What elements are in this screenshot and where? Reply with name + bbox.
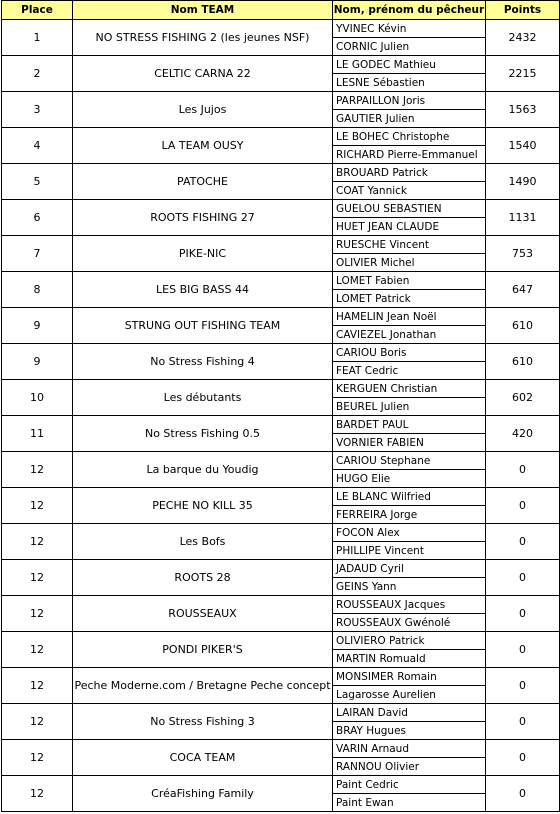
place-cell: 12 [2, 488, 73, 524]
points-cell: 0 [486, 488, 560, 524]
member-name-cell: HUGO Elie [333, 470, 486, 488]
member-name-cell: MONSIMER Romain [333, 668, 486, 686]
points-cell: 0 [486, 560, 560, 596]
table-row [2, 740, 560, 758]
member-name-cell: FEAT Cedric [333, 362, 486, 380]
team-name-cell: CELTIC CARNA 22 [73, 56, 333, 92]
member-name-cell: YVINEC Kévin [333, 20, 486, 38]
team-name-cell: No Stress Fishing 3 [73, 704, 333, 740]
member-name-cell: PARPAILLON Joris [333, 92, 486, 110]
member-name-cell: GEINS Yann [333, 578, 486, 596]
points-cell: 1490 [486, 164, 560, 200]
header-points: Points [486, 1, 560, 20]
team-name-cell: PIKE-NIC [73, 236, 333, 272]
member-name-cell: HUET JEAN CLAUDE [333, 218, 486, 236]
member-name-cell: LOMET Patrick [333, 290, 486, 308]
header-name: Nom, prénom du pêcheur [333, 1, 486, 20]
table-row [2, 632, 560, 650]
place-cell: 12 [2, 704, 73, 740]
points-cell: 1540 [486, 128, 560, 164]
points-cell: 2432 [486, 20, 560, 56]
points-cell: 420 [486, 416, 560, 452]
points-cell: 753 [486, 236, 560, 272]
member-name-cell: BARDET PAUL [333, 416, 486, 434]
place-cell: 9 [2, 308, 73, 344]
team-name-cell: No Stress Fishing 4 [73, 344, 333, 380]
points-cell: 0 [486, 704, 560, 740]
points-cell: 647 [486, 272, 560, 308]
member-name-cell: OLIVIERO Patrick [333, 632, 486, 650]
member-name-cell: HAMELIN Jean Noël [333, 308, 486, 326]
table-row [2, 776, 560, 794]
team-name-cell: Les Bofs [73, 524, 333, 560]
table-row [2, 128, 560, 146]
member-name-cell: KERGUEN Christian [333, 380, 486, 398]
points-cell: 1131 [486, 200, 560, 236]
member-name-cell: Paint Ewan [333, 794, 486, 812]
member-name-cell: LE BLANC Wilfried [333, 488, 486, 506]
member-name-cell: Lagarosse Aurelien [333, 686, 486, 704]
points-cell: 0 [486, 524, 560, 560]
table-row [2, 236, 560, 254]
member-name-cell: PHILLIPE Vincent [333, 542, 486, 560]
points-cell: 1563 [486, 92, 560, 128]
team-name-cell: ROOTS FISHING 27 [73, 200, 333, 236]
team-name-cell: NO STRESS FISHING 2 (les jeunes NSF) [73, 20, 333, 56]
place-cell: 12 [2, 560, 73, 596]
place-cell: 12 [2, 632, 73, 668]
table-row [2, 308, 560, 326]
points-cell: 602 [486, 380, 560, 416]
points-cell: 0 [486, 632, 560, 668]
table-row [2, 524, 560, 542]
member-name-cell: FOCON Alex [333, 524, 486, 542]
team-name-cell: No Stress Fishing 0.5 [73, 416, 333, 452]
member-name-cell: BROUARD Patrick [333, 164, 486, 182]
member-name-cell: OLIVIER Michel [333, 254, 486, 272]
place-cell: 3 [2, 92, 73, 128]
member-name-cell: COAT Yannick [333, 182, 486, 200]
team-name-cell: ROOTS 28 [73, 560, 333, 596]
member-name-cell: LE BOHEC Christophe [333, 128, 486, 146]
points-cell: 0 [486, 596, 560, 632]
team-name-cell: LA TEAM OUSY [73, 128, 333, 164]
place-cell: 4 [2, 128, 73, 164]
place-cell: 5 [2, 164, 73, 200]
points-cell: 2215 [486, 56, 560, 92]
member-name-cell: LAIRAN David [333, 704, 486, 722]
member-name-cell: GAUTIER Julien [333, 110, 486, 128]
member-name-cell: FERREIRA Jorge [333, 506, 486, 524]
member-name-cell: RUESCHE Vincent [333, 236, 486, 254]
member-name-cell: CORNIC Julien [333, 38, 486, 56]
table-row [2, 668, 560, 686]
table-row [2, 272, 560, 290]
table-row [2, 20, 560, 38]
table-row [2, 416, 560, 434]
team-name-cell: LES BIG BASS 44 [73, 272, 333, 308]
points-cell: 0 [486, 776, 560, 812]
team-name-cell: PECHE NO KILL 35 [73, 488, 333, 524]
team-name-cell: COCA TEAM [73, 740, 333, 776]
member-name-cell: VARIN Arnaud [333, 740, 486, 758]
member-name-cell: CARIOU Stephane [333, 452, 486, 470]
member-name-cell: VORNIER FABIEN [333, 434, 486, 452]
table-row [2, 596, 560, 614]
points-cell: 610 [486, 344, 560, 380]
header-team: Nom TEAM [73, 1, 333, 20]
points-cell: 0 [486, 452, 560, 488]
place-cell: 1 [2, 20, 73, 56]
points-cell: 0 [486, 668, 560, 704]
member-name-cell: JADAUD Cyril [333, 560, 486, 578]
place-cell: 6 [2, 200, 73, 236]
place-cell: 12 [2, 668, 73, 704]
place-cell: 7 [2, 236, 73, 272]
header-place: Place [2, 1, 73, 20]
member-name-cell: LE GODEC Mathieu [333, 56, 486, 74]
member-name-cell: LESNE Sébastien [333, 74, 486, 92]
member-name-cell: BRAY Hugues [333, 722, 486, 740]
place-cell: 12 [2, 596, 73, 632]
member-name-cell: RANNOU Olivier [333, 758, 486, 776]
member-name-cell: CAVIEZEL Jonathan [333, 326, 486, 344]
ranking-body [2, 20, 560, 812]
team-name-cell: Les débutants [73, 380, 333, 416]
place-cell: 12 [2, 524, 73, 560]
team-name-cell: CréaFishing Family [73, 776, 333, 812]
table-row [2, 488, 560, 506]
member-name-cell: RICHARD Pierre-Emmanuel [333, 146, 486, 164]
team-name-cell: La barque du Youdig [73, 452, 333, 488]
team-name-cell: ROUSSEAUX [73, 596, 333, 632]
team-name-cell: Peche Moderne.com / Bretagne Peche concept [73, 668, 333, 704]
member-name-cell: MARTIN Romuald [333, 650, 486, 668]
team-name-cell: STRUNG OUT FISHING TEAM [73, 308, 333, 344]
member-name-cell: CARIOU Boris [333, 344, 486, 362]
member-name-cell: ROUSSEAUX Jacques [333, 596, 486, 614]
place-cell: 10 [2, 380, 73, 416]
table-row [2, 380, 560, 398]
table-row [2, 200, 560, 218]
points-cell: 0 [486, 740, 560, 776]
place-cell: 11 [2, 416, 73, 452]
table-row [2, 560, 560, 578]
table-row [2, 452, 560, 470]
team-name-cell: PONDI PIKER'S [73, 632, 333, 668]
place-cell: 2 [2, 56, 73, 92]
header-row [2, 1, 560, 20]
ranking-table [1, 0, 560, 812]
team-name-cell: PATOCHE [73, 164, 333, 200]
member-name-cell: GUELOU SEBASTIEN [333, 200, 486, 218]
place-cell: 12 [2, 740, 73, 776]
table-row [2, 92, 560, 110]
member-name-cell: ROUSSEAUX Gwénolé [333, 614, 486, 632]
team-name-cell: Les Jujos [73, 92, 333, 128]
table-row [2, 344, 560, 362]
place-cell: 9 [2, 344, 73, 380]
table-row [2, 56, 560, 74]
table-row [2, 164, 560, 182]
member-name-cell: LOMET Fabien [333, 272, 486, 290]
member-name-cell: BEUREL Julien [333, 398, 486, 416]
place-cell: 8 [2, 272, 73, 308]
place-cell: 12 [2, 452, 73, 488]
table-row [2, 704, 560, 722]
place-cell: 12 [2, 776, 73, 812]
points-cell: 610 [486, 308, 560, 344]
member-name-cell: Paint Cedric [333, 776, 486, 794]
